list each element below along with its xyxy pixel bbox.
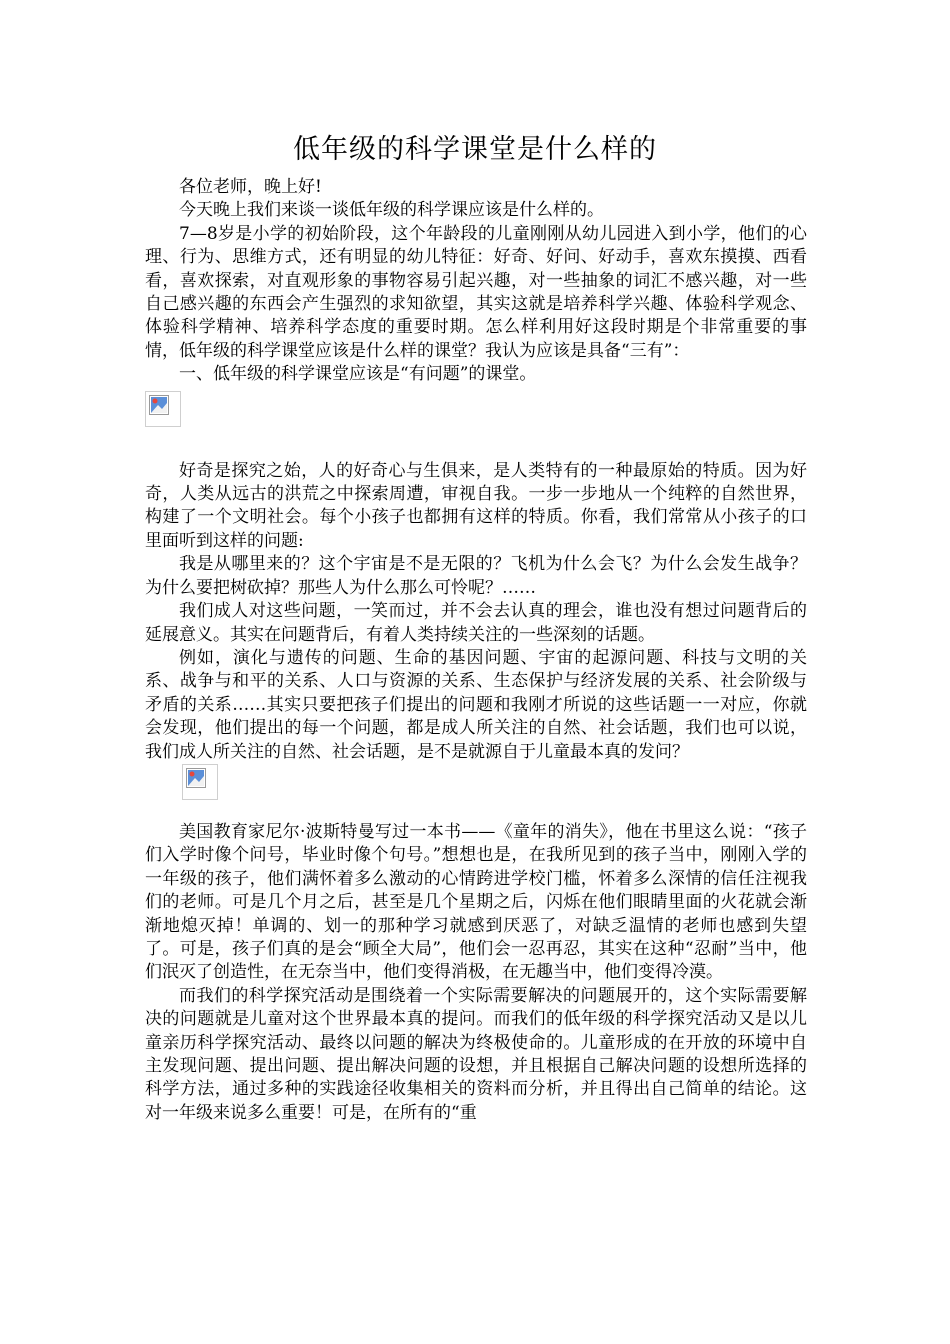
embedded-image-2: [182, 764, 218, 800]
embedded-image-1: [145, 391, 181, 427]
paragraph-examples: 例如，演化与遗传的问题、生命的基因问题、宇宙的起源问题、科技与文明的关系、战争与和平的关系、人口与资源的关系、生态保护与经济发展的关系、社会阶级与矛盾的关系……其实只要把孩子们提出的问题和我刚才所说的这些话题一一对应，你就会发现，他们提出的每一个问题，都是成人所关注的自然、社会话题，我们也可以说，我们成人所关注的自然、社会话题，是不是就源自于儿童最本真的发问？: [145, 647, 807, 762]
paragraph-age-stage: 7—8岁是小学的初始阶段，这个年龄段的儿童刚刚从幼儿园进入到小学，他们的心理、行为、思维方式，还有明显的幼儿特征：好奇、好问、好动手，喜欢东摸摸、西看看，喜欢探索，对直观形象的事物容易引起兴趣，对一些抽象的词汇不感兴趣，对一些自己感兴趣的东西会产生强烈的求知欲望，其实这就是培养科学兴趣、体验科学观念、体验科学精神、培养科学态度的重要时期。怎么样利用好这段时期是个非常重要的事情，低年级的科学课堂应该是什么样的课堂？我认为应该是具备“三有”：: [145, 223, 807, 361]
paragraph-greeting: 各位老师，晚上好!: [179, 177, 322, 197]
paragraph-adult-response: 我们成人对这些问题，一笑而过，并不会去认真的理会，谁也没有想过问题背后的延展意义。其实在问题背后，有着人类持续关注的一些深刻的话题。: [145, 601, 807, 645]
document-title: 低年级的科学课堂是什么样的: [293, 134, 657, 165]
paragraph-section-one: 一、低年级的科学课堂应该是“有问题”的课堂。: [179, 364, 537, 385]
broken-image-icon: [149, 395, 169, 415]
paragraph-postman: 美国教育家尼尔·波斯特曼写过一本书——《童年的消失》，他在书里这么说：“孩子们入学时像个问号，毕业时像个句号。”想想也是，在我所见到的孩子当中，刚刚入学的一年级的孩子，他们满怀着多么激动的心情跨进学校门槛，怀着多么深情的信任注视我们的老师。可是几个月之后，甚至是几个星期之后，闪烁在他们眼睛里面的火花就会渐渐地熄灭掉！单调的、划一的那种学习就感到厌恶了，对缺乏温情的老师也感到失望了。可是，孩子们真的是会“顾全大局”，他们会一忍再忍，其实在这种“忍耐”当中，他们泯灭了创造性，在无奈当中，他们变得消极，在无趣当中，他们变得冷漠。: [145, 821, 807, 983]
paragraph-intro: 今天晚上我们来谈一谈低年级的科学课应该是什么样的。: [179, 200, 604, 221]
document-body: [145, 176, 807, 1125]
paragraph-inquiry: 而我们的科学探究活动是围绕着一个实际需要解决的问题展开的，这个实际需要解决的问题就是儿童对这个世界最本真的提问。而我们的低年级的科学探究活动又是以儿童亲历科学探究活动、最终以问题的解决为终极使命的。儿童形成的在开放的环境中自主发现问题、提出问题、提出解决问题的设想，并且根据自己解决问题的设想所选择的科学方法，通过多种的实践途径收集相关的资料而分析，并且得出自己简单的结论。这对一年级来说多么重要！可是，在所有的“重: [145, 985, 807, 1123]
broken-image-icon: [186, 768, 206, 788]
paragraph-child-questions: 我是从哪里来的？这个宇宙是不是无限的？飞机为什么会飞？为什么会发生战争？为什么要把树砍掉？那些人为什么那么可怜呢？……: [145, 554, 807, 598]
paragraph-curiosity: 好奇是探究之始，人的好奇心与生俱来，是人类特有的一种最原始的特质。因为好奇，人类从远古的洪荒之中探索周遭，审视自我。一步一步地从一个纯粹的自然世界，构建了一个文明社会。每个小孩子也都拥有这样的特质。你看，我们常常从小孩子的口里面听到这样的问题:: [145, 460, 807, 551]
